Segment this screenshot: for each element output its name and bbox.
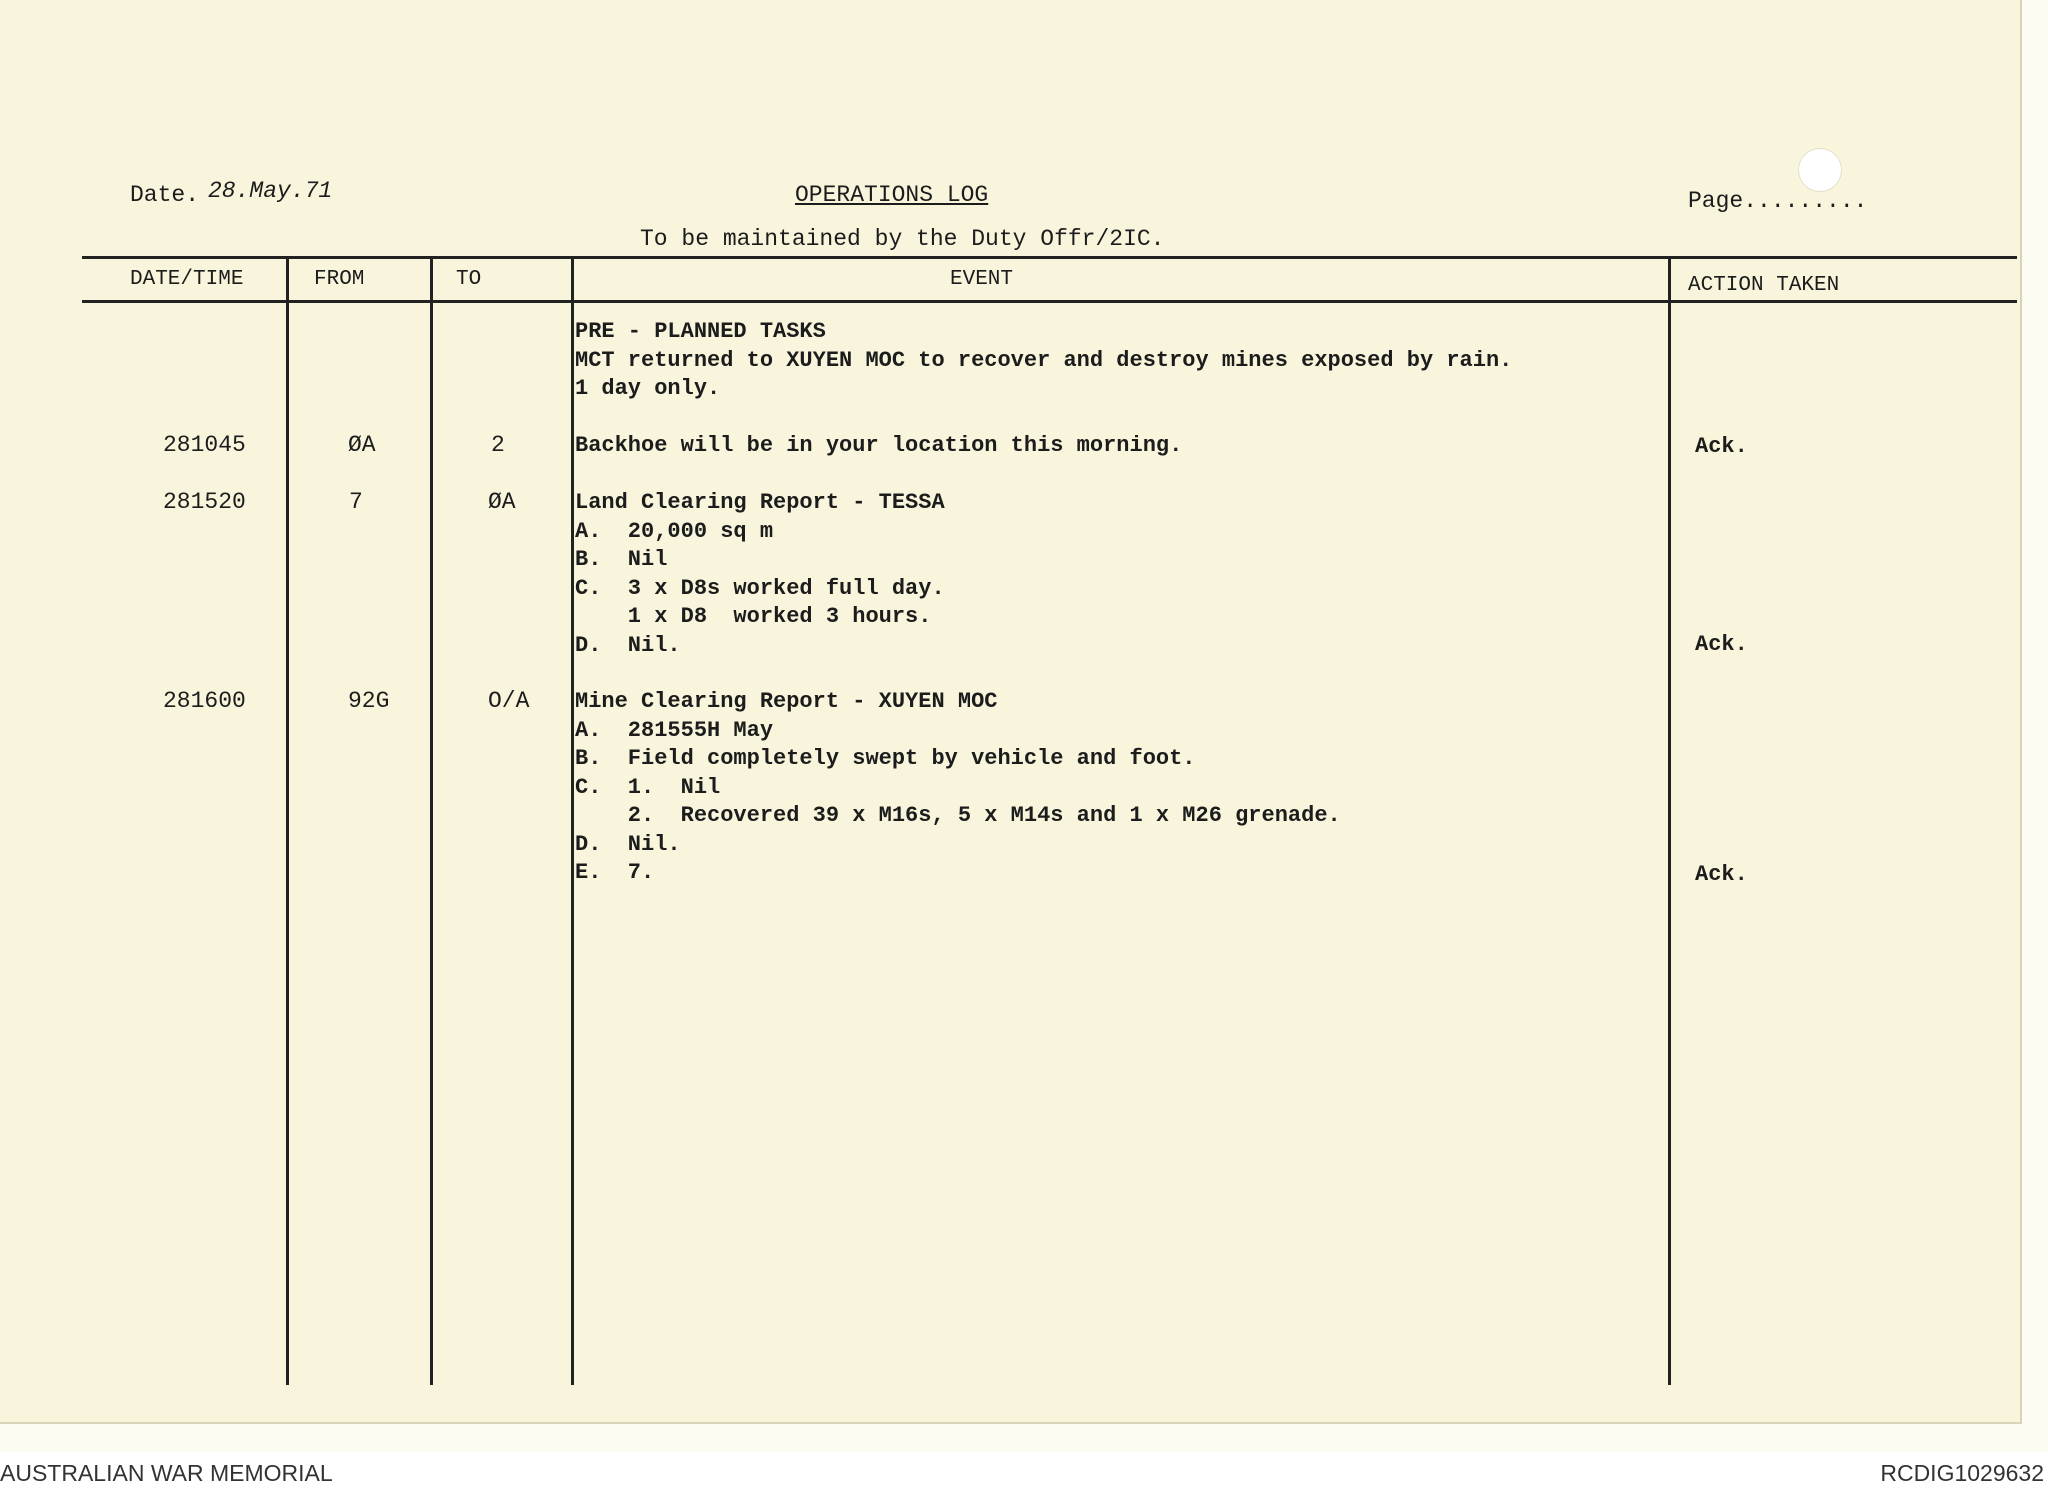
column-header-event: EVENT [950, 268, 1014, 291]
log-to: ØA [488, 489, 516, 515]
log-to: 2 [491, 432, 505, 458]
log-datetime: 281520 [163, 489, 246, 515]
column-header-from: FROM [314, 268, 365, 291]
date-value: 28.May.71 [208, 178, 333, 204]
table-header-rule [82, 300, 2017, 303]
log-to: O/A [488, 688, 530, 714]
log-event-text: Land Clearing Report - TESSA A. 20,000 sq m B. Nil C. 3 x D8s worked full day. 1 x D8 worked 3 hours. D. Nil. [575, 490, 945, 658]
column-divider [571, 258, 574, 1385]
table-top-rule [82, 256, 2017, 259]
log-from: 92G [348, 688, 390, 714]
log-action-taken: Ack. [1695, 632, 1748, 657]
punch-hole [1798, 148, 1842, 192]
column-header-to: TO [456, 268, 482, 291]
date-label: Date. [130, 182, 200, 208]
archive-credit: AUSTRALIAN WAR MEMORIAL [0, 1460, 333, 1486]
log-from: 7 [349, 489, 363, 515]
log-from: ØA [348, 432, 376, 458]
page-title: OPERATIONS LOG [795, 182, 989, 208]
log-event-text: Backhoe will be in your location this morning. [575, 433, 1183, 458]
column-divider [286, 258, 289, 1385]
log-event-text: Mine Clearing Report - XUYEN MOC A. 281555H May B. Field completely swept by vehicle and foot. C. 1. Nil 2. Recovered 39 x M16s, 5 x M14s and 1 x M26 grenade. D. Nil. E. 7. [575, 689, 1341, 885]
page-subtitle: To be maintained by the Duty Offr/2IC. [640, 226, 1165, 252]
log-datetime: 281600 [163, 688, 246, 714]
column-divider [1668, 258, 1671, 1385]
archive-reference: RCDIG1029632 [1880, 1460, 2044, 1486]
column-header-datetime: DATE/TIME [130, 268, 244, 291]
log-event-text: PRE - PLANNED TASKS MCT returned to XUYEN MOC to recover and destroy mines exposed by rain. 1 day only. [575, 319, 1513, 401]
column-divider [430, 258, 433, 1385]
page-number-label: Page......... [1688, 188, 1868, 214]
column-header-action: ACTION TAKEN [1688, 274, 1840, 297]
log-action-taken: Ack. [1695, 434, 1748, 459]
log-action-taken: Ack. [1695, 862, 1748, 887]
log-datetime: 281045 [163, 432, 246, 458]
